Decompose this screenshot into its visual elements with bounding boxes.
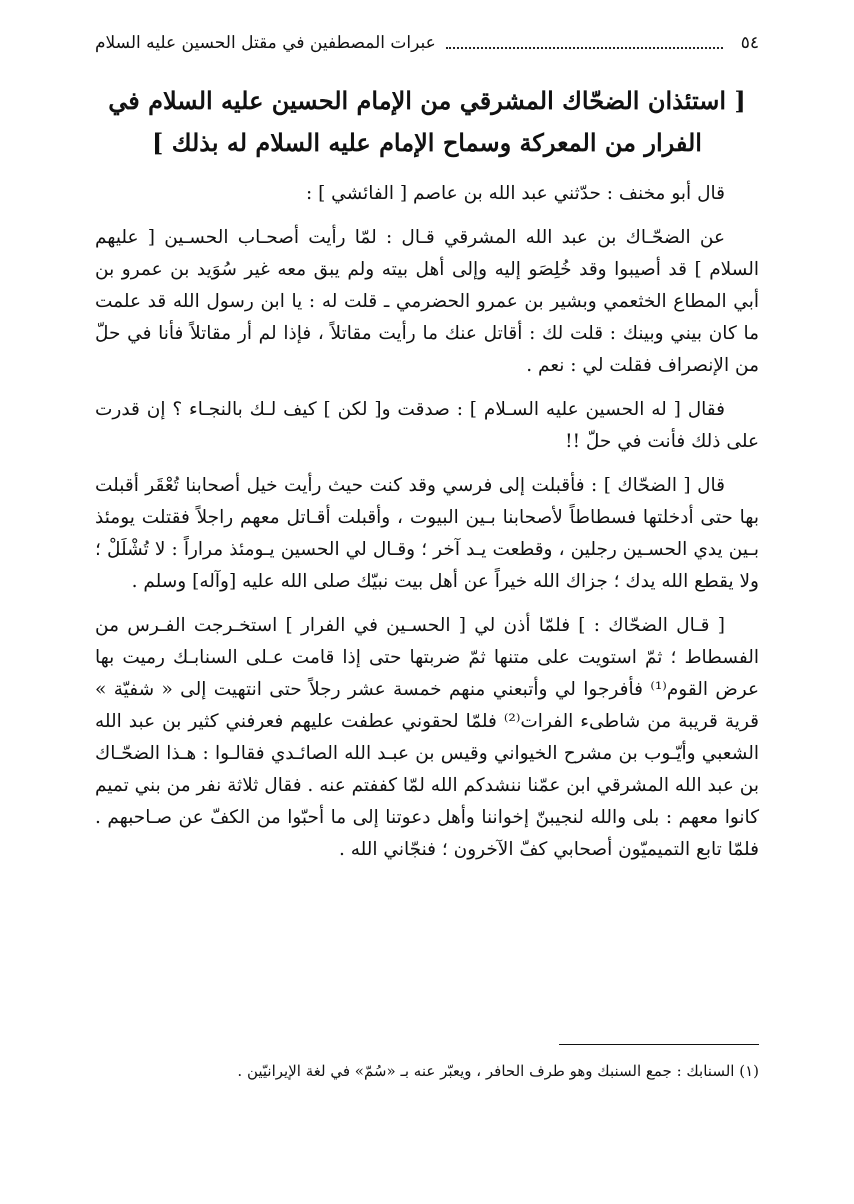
section-heading: [ استئذان الضحّاك المشرقي من الإمام الحسين عليه السلام في الفرار من المعركة وسماح الإمام عليه السلام له بذلك ] xyxy=(108,86,746,157)
footnote: (١) السنابك : جمع السنبك وهو طرف الحافر ، ويعبّر عنه بـ «سُمّ» في لغة الإيرانيّين . xyxy=(237,1062,759,1080)
running-title: عبرات المصطفين في مقتل الحسين عليه السلام xyxy=(95,33,436,53)
footnote-separator xyxy=(559,1044,759,1045)
page-header xyxy=(95,24,759,54)
footnotes xyxy=(95,1058,759,1084)
dotted-leader xyxy=(446,47,723,49)
paragraph: عن الضحّـاك بن عبد الله المشرقي قـال : لمّا رأيت أصحـاب الحسـين [ عليهم السلام ] قد أصيبوا وقد خُلِصَو إليه وإلى أهل بيته ولم يبق معه غير سُوَيد بن عمرو بن أبي المطاع الخثعمي وبشير بن عمرو الحضرمي ـ قلت له : يا ابن رسول الله قد علمت ما كان بيني وبينك : قلت لك : أقاتل عنك ما رأيت مقاتلاً ، فإذا لم أر مقاتلاً فأنا في حلّ من الإنصراف فقلت لي : نعم . xyxy=(95,227,759,376)
paragraph: قال [ الضحّاك ] : فأقبلت إلى فرسي وقد كنت حيث رأيت خيل أصحابنا تُعْقَر أقبلت بها حتى أدخلتها فسطاطاً لأصحابنا بـين البيوت ، وأقبلت أقـاتل معهم راجلاً فقتلت يومئذ بـين يدي الحسـين رجلين ، وقطعت يـد آخر ؛ وقـال لي الحسين يـومئذ مراراً : لا تُشْلَلْ ؛ ولا يقطع الله يدك ؛ جزاك الله خيراً عن أهل بيت نبيّك صلى الله عليه [وآله] وسلم . xyxy=(95,475,759,592)
body-text xyxy=(95,178,759,878)
paragraph: فقال [ له الحسين عليه السـلام ] : صدقت و[ لكن ] كيف لـك بالنجـاء ؟ إن قدرت على ذلك فأنت في حلّ !! xyxy=(95,399,759,452)
paragraph: [ قـال الضحّاك : ] فلمّا أذن لي [ الحسـين في الفرار ] استخـرجت الفـرس من الفسطاط ؛ ثمّ استويت على متنها ثمّ ضربتها حتى إذا قامت عـلى السنابـك رميت بها عرض القوم⁽¹⁾ فأفرجوا لي وأتبعني منهم خمسة عشر رجلاً حتى انتهيت إلى « شفيّة » قرية قريبة من شاطىء الفرات⁽²⁾ فلمّا لحقوني عطفت عليهم فعرفني كثير بن عبد الله الشعبي وأيّـوب بن مشرح الخيواني وقيس بن عبـد الله الصائـدي فقالـوا : هـذا الضحّـاك بن عبد الله المشرقي ابن عمّنا ننشدكم الله لمّا كففتم عنه . فقال ثلاثة نفر من بني تميم كانوا معهم : بلى والله لنجيبنّ إخواننا وأهل دعوتنا إلى ما أحبّوا من الكفّ عن صـاحبهم . فلمّا تابع التميميّون أصحابي كفّ الآخرون ؛ فنجّاني الله . xyxy=(95,615,759,860)
page-number: ٥٤ xyxy=(740,33,759,53)
paragraph: قال أبو مخنف : حدّثني عبد الله بن عاصم [ الفائشي ] : xyxy=(305,183,725,204)
